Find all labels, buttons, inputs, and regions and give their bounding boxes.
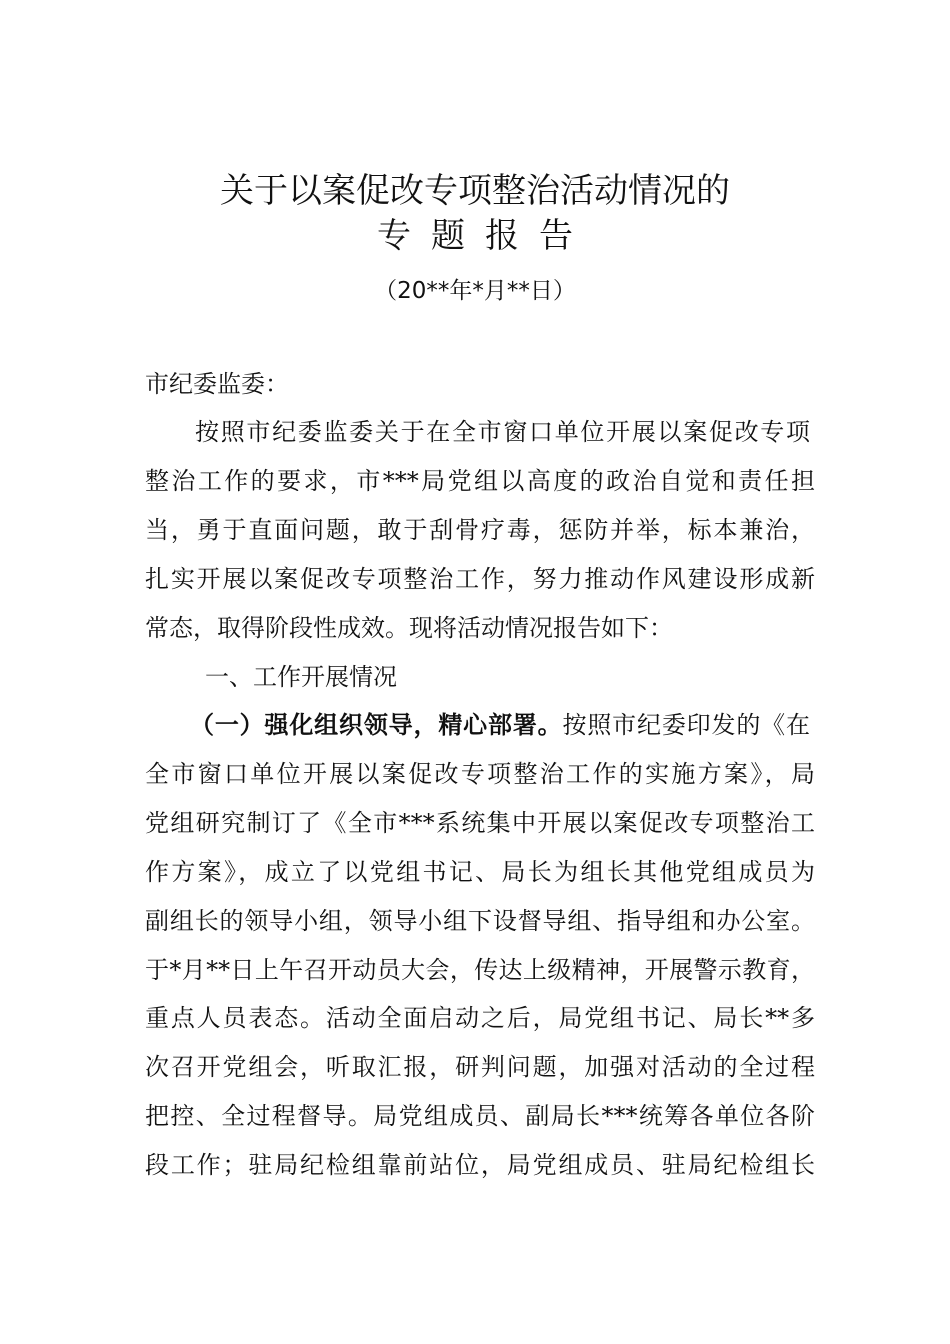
intro-line: 整治工作的要求，市***局党组以高度的政治自觉和责任担 [145,467,815,495]
subsection-line: 于*月**日上午召开动员大会，传达上级精神，开展警示教育， [145,956,815,984]
subsection-lead: （一）强化组织领导，精心部署。 [190,711,563,739]
section-heading: 一、工作开展情况 [205,663,397,691]
subsection-line: 重点人员表态。活动全面启动之后，局党组书记、局长**多 [145,1004,815,1032]
subsection-line: 党组研究制订了《全市***系统集中开展以案促改专项整治工 [145,809,815,837]
document-date: （20**年*月**日） [374,278,576,304]
subsection-line: 全市窗口单位开展以案促改专项整治工作的实施方案》，局 [145,760,815,788]
intro-line: 扎实开展以案促改专项整治工作，努力推动作风建设形成新 [145,565,815,593]
subsection-line: 作方案》，成立了以党组书记、局长为组长其他党组成员为 [145,858,815,886]
subsection-line: 按照市纪委印发的《在 [562,711,810,739]
intro-line: 当，勇于直面问题，敢于刮骨疗毒，惩防并举，标本兼治， [145,516,815,544]
intro-line: 常态，取得阶段性成效。现将活动情况报告如下： [145,614,673,642]
subsection-line: 把控、全过程督导。局党组成员、副局长***统筹各单位各阶 [145,1102,815,1130]
subsection-first-line [190,709,810,741]
document-title-line-1: 关于以案促改专项整治活动情况的 [220,171,730,211]
intro-line: 按照市纪委监委关于在全市窗口单位开展以案促改专项 [195,418,810,446]
salutation: 市纪委监委： [145,370,289,398]
subsection-line: 副组长的领导小组，领导小组下设督导组、指导组和办公室。 [145,907,815,935]
subsection-line: 段工作；驻局纪检组靠前站位，局党组成员、驻局纪检组长 [145,1151,815,1179]
document-title-line-2: 专题报告 [377,216,593,256]
subsection-line: 次召开党组会，听取汇报，研判问题，加强对活动的全过程 [145,1053,815,1081]
